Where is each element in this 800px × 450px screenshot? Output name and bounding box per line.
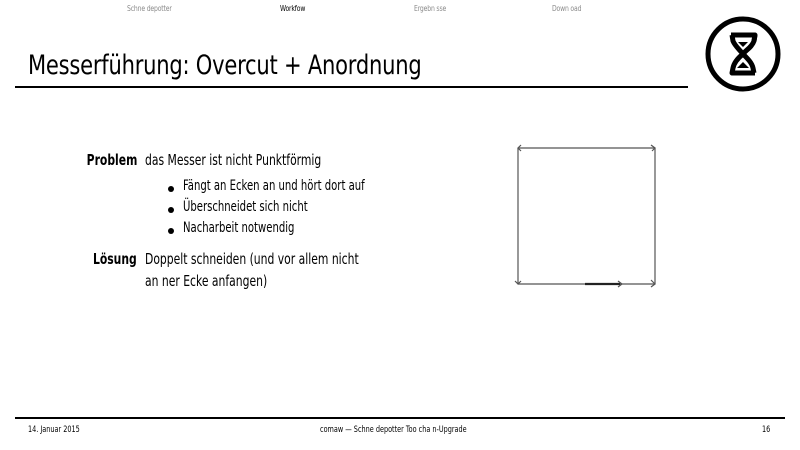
solution-text-line-1: Doppelt schneiden (und vor allem nicht bbox=[145, 250, 359, 268]
nav-item-download[interactable]: Down oad bbox=[552, 4, 582, 13]
hourglass-circle-icon bbox=[704, 15, 782, 93]
solution-label: Lösung bbox=[93, 250, 137, 268]
nav-item-schneideplotter[interactable]: Schne depotter bbox=[127, 4, 172, 13]
footer-date: 14. Januar 2015 bbox=[28, 425, 80, 435]
title-divider bbox=[15, 86, 688, 88]
bullet-icon bbox=[168, 186, 174, 192]
nav-item-workflow[interactable]: Workfow bbox=[280, 4, 306, 13]
problem-label: Problem bbox=[86, 151, 137, 169]
solution-text-line-2: an ner Ecke anfangen) bbox=[145, 272, 268, 290]
slide-title: Messerführung: Overcut + Anordnung bbox=[28, 50, 422, 81]
bullet-icon bbox=[168, 228, 174, 234]
cut-path-diagram bbox=[510, 140, 665, 295]
footer-divider bbox=[15, 417, 785, 419]
page-number: 16 bbox=[762, 425, 771, 435]
nav-item-ergebnisse[interactable]: Ergebn sse bbox=[414, 4, 447, 13]
problem-bullet: Nacharbeit notwendig bbox=[183, 220, 295, 236]
problem-bullet: Überschneidet sich nicht bbox=[183, 199, 308, 215]
footer-title: comaw — Schne depotter Too cha n-Upgrade bbox=[320, 425, 467, 435]
bullet-icon bbox=[168, 207, 174, 213]
section-navigation bbox=[0, 4, 800, 18]
problem-bullet: Fängt an Ecken an und hört dort auf bbox=[183, 178, 365, 194]
problem-text: das Messer ist nicht Punktförmig bbox=[145, 151, 322, 169]
